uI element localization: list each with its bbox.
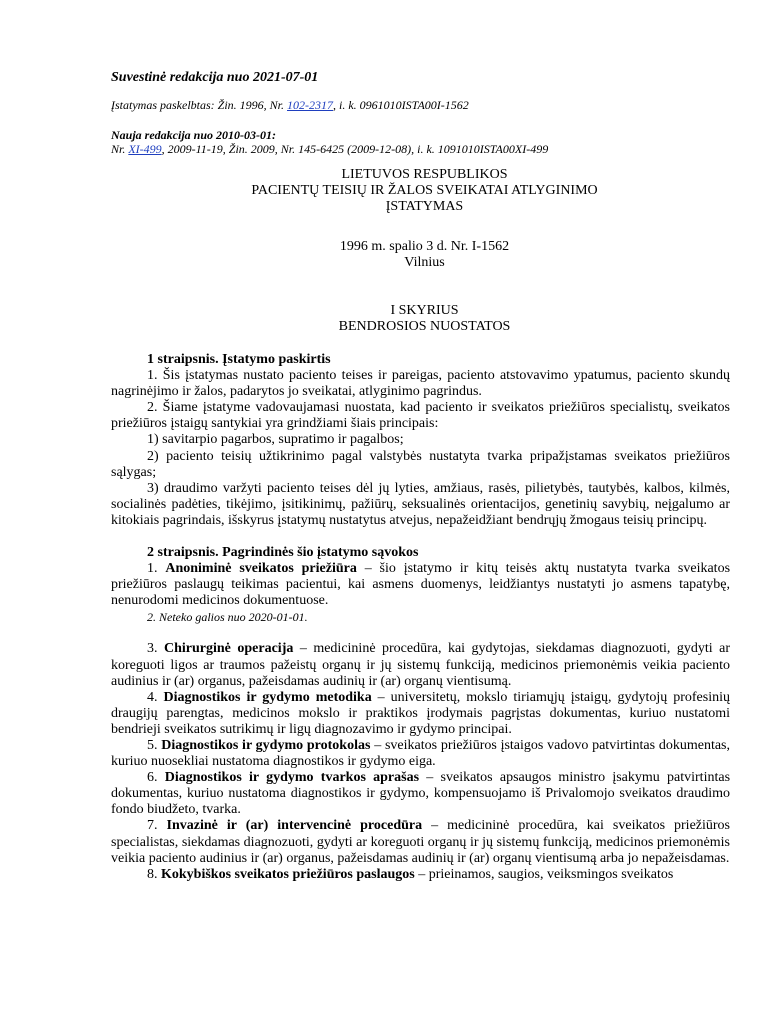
definition-6-number: 6. [147,770,165,786]
definition-1 [111,561,730,609]
published-prefix: Įstatymas paskelbtas: Žin. 1996, Nr. [111,98,288,112]
definition-7-number: 7. [147,818,167,834]
new-version-link[interactable]: XI-499 [128,142,162,156]
definition-4 [111,690,730,738]
law-title [111,167,738,215]
article-1-paragraph-1: 1. Šis įstatymas nustato paciento teises ir pareigas, paciento atstovavimo ypatumus, paciento skundų nagrinėjimo ir žalos, padarytos jo sveikatai, atlyginimo pagrindus. [111,368,730,400]
definition-2-repealed: 2. Neteko galios nuo 2020-01-01. [147,610,308,625]
definition-4-term: Diagnostikos ir gydymo metodika [163,689,372,705]
new-version-title: Nauja redakcija nuo 2010-03-01: [111,128,276,142]
definition-7-text: – medicininė procedūra, kai sveikatos priežiūros specialistas, siekdamas diagnozuoti, gydyti ar koreguoti organų ir jų sistemų funkciją, medicinos priemonėmis veikia paciento audinius ir (ar) organus, pažeisdamas audinių ir (ar) organų vientisumą arba jo nepažeisdamas. [111,818,731,866]
article-1-principle-1: 1) savitarpio pagarbos, supratimo ir pagalbos; [147,432,404,448]
definition-3-text: – medicininė procedūra, kai gydytojas, siekdamas diagnozuoti, gydyti ar koreguoti ligos ar traumos pažeistų organų ir jų sistemų funkciją, medicinos priemonėmis veikia paciento audinius ir (ar) organus, pažeisdamas audinių ir (ar) organų vientisumą. [111,641,731,689]
definition-5-term: Diagnostikos ir gydymo protokolas [161,737,371,753]
definition-3 [111,641,730,689]
definition-5 [111,738,730,770]
chapter-name: BENDROSIOS NUOSTATOS [338,319,511,334]
definition-1-text: – šio įstatymo ir kitų teisės aktų nustatyta tvarka sveikatos priežiūros paslaugų teikimas pacientui, kai asmens duomenys, leidžiantys nustatyti jo asmens tapatybę, nenurodomi medicinos dokumentuose. [111,561,731,609]
law-title-line2: PACIENTŲ TEISIŲ IR ŽALOS SVEIKATAI ATLYGINIMO [251,183,598,198]
definition-8 [111,867,730,883]
definition-8-text: – prieinamos, saugios, veiksmingos sveikatos [414,866,674,882]
definition-4-text: – universitetų, mokslo tiriamųjų įstaigų, gydytojų profesinių draugijų parengtas, medicinos mokslo ir praktikos įrodymais pagrįstas dokumentas, kuriuo nustatomi bendrieji sveikatos sutrikimų ir ligų diagnozavimo ir gydymo principai. [111,689,730,737]
published-line [111,98,469,113]
article-1-paragraph-2: 2. Šiame įstatyme vadovaujamasi nuostata, kad paciento ir sveikatos priežiūros specialistų, sveikatos priežiūros įstaigų santykiai yra grindžiami šiais principais: [111,400,730,432]
law-date-line: 1996 m. spalio 3 d. Nr. I-1562 [339,239,510,254]
published-link[interactable]: 102-2317 [287,98,334,112]
definition-1-term: Anoniminė sveikatos priežiūra [165,561,357,577]
definition-3-number: 3. [147,641,164,657]
definition-7-term: Invazinė ir (ar) intervencinė procedūra [166,818,423,834]
article-1-principle-3: 3) draudimo varžyti paciento teises dėl jų lyties, amžiaus, rasės, pilietybės, tautybės, kalbos, kilmės, socialinės padėties, tikėjimo, įsitikinimų, pažiūrų, seksualinės orientacijos, genetinių savybių, neįgalumo ar kitokiais pagrindais, išskyrus įstatymų nustatytus atvejus, nepažeidžiant bendrųjų žmogaus teisių principų. [111,480,730,528]
law-title-line1: LIETUVOS RESPUBLIKOS [341,167,508,182]
definition-6-term: Diagnostikos ir gydymo tvarkos aprašas [164,770,420,786]
definition-1-number: 1. [147,561,166,577]
definition-4-number: 4. [147,689,164,705]
consolidated-version-line: Suvestinė redakcija nuo 2021-07-01 [111,70,319,85]
definition-5-number: 5. [147,737,162,753]
definition-6-text: – sveikatos apsaugos ministro įsakymu patvirtintas dokumentas, kuriuo nustatoma diagnostikos ir gydymo, kompensuojamo iš Privalomojo sveikatos draudimo fondo biudžeto, tvarka. [111,770,731,818]
definition-7 [111,818,730,866]
new-version-suffix: , 2009-11-19, Žin. 2009, Nr. 145-6425 (2009-12-08), i. k. 1091010ISTA00XI-499 [161,142,549,156]
article-2-heading: 2 straipsnis. Pagrindinės šio įstatymo sąvokos [147,545,419,561]
published-suffix: , i. k. 0961010ISTA00I-1562 [333,98,469,112]
chapter-number: I SKYRIUS [390,303,459,318]
new-version-prefix: Nr. [111,142,129,156]
article-1-principle-2: 2) paciento teisių užtikrinimo pagal valstybės nustatyta tvarka pripažįstamas sveikatos priežiūros sąlygas; [111,448,730,480]
definition-8-number: 8. [147,866,161,882]
document-body [111,352,730,883]
new-version-line [111,142,548,157]
chapter-heading [111,303,738,335]
definition-5-text: – sveikatos priežiūros įstaigos vadovo patvirtintas dokumentas, kuriuo nuosekliai nustatoma diagnostikos ir gydymo eiga. [111,737,730,770]
law-title-line3: ĮSTATYMAS [385,199,464,214]
definition-6 [111,770,730,818]
definition-8-term: Kokybiškos sveikatos priežiūros paslaugos [161,866,415,882]
article-1-heading: 1 straipsnis. Įstatymo paskirtis [147,352,331,367]
law-place: Vilnius [404,255,445,270]
law-date [111,239,738,271]
definition-3-term: Chirurginė operacija [164,641,294,657]
